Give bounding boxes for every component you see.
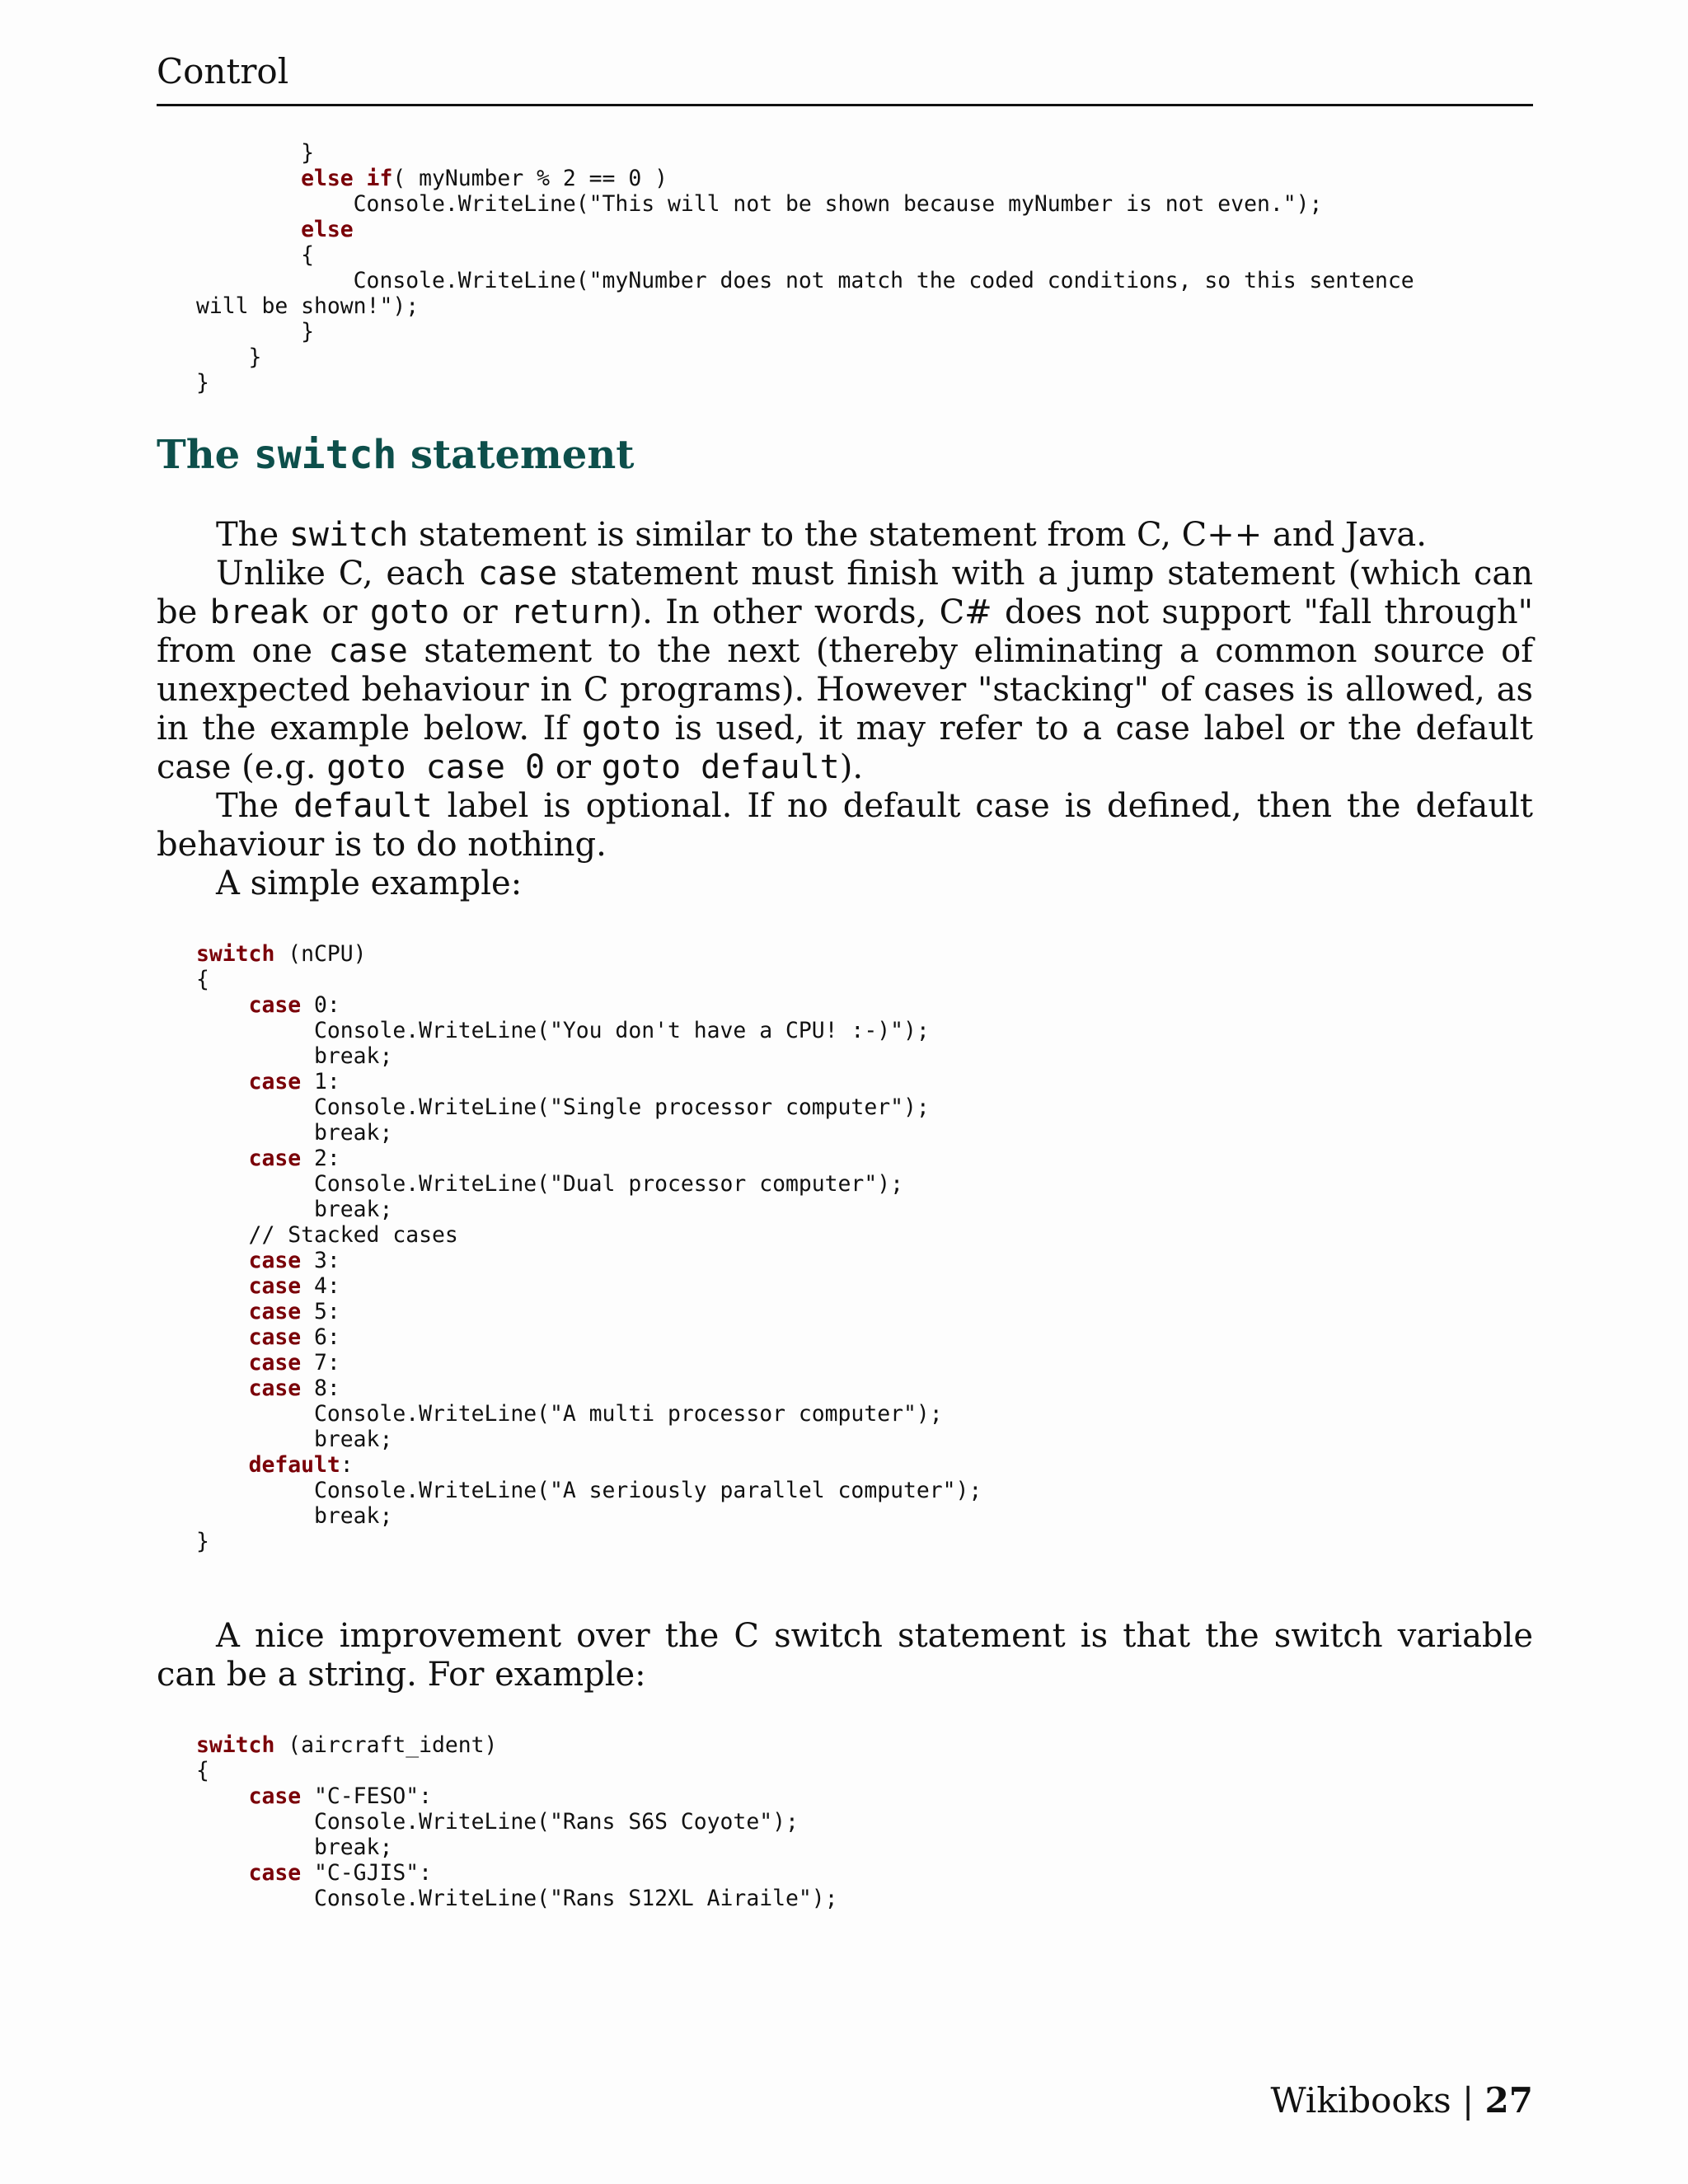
inline-code: break xyxy=(209,593,310,631)
code-keyword: case xyxy=(248,1860,302,1886)
code-line: Console.WriteLine("Single processor computer"); xyxy=(196,1094,930,1120)
page-content xyxy=(157,140,1533,1911)
code-line: break; xyxy=(196,1043,393,1069)
code-line: switch (nCPU) xyxy=(196,941,367,967)
code-keyword: default xyxy=(248,1452,340,1478)
text-run: or xyxy=(545,748,602,786)
section-heading xyxy=(157,430,1533,480)
code-line: else xyxy=(196,217,354,242)
code-line: { xyxy=(196,242,314,268)
code-keyword: case xyxy=(248,1350,302,1376)
code-line: break; xyxy=(196,1503,393,1529)
paragraph-fallthrough xyxy=(157,555,1533,787)
text-run: label is optional. If no default case is defined, then the default behaviour is to do nothing. xyxy=(157,787,1534,864)
code-line: break; xyxy=(196,1427,393,1452)
running-title: Control xyxy=(157,51,289,91)
heading-suffix: statement xyxy=(396,432,635,478)
heading-code: switch xyxy=(253,432,397,478)
code-line: case 6: xyxy=(248,1324,340,1350)
code-line: case 2: xyxy=(248,1146,340,1171)
text-run: statement is similar to the statement from C, C++ and Java. xyxy=(408,516,1427,554)
code-line: Console.WriteLine("This will not be shown because myNumber is not even."); xyxy=(196,191,1323,217)
text-run: The xyxy=(216,516,289,554)
inline-code: goto case 0 xyxy=(326,748,546,786)
code-line: case "C-GJIS": xyxy=(248,1860,433,1886)
code-keyword: case xyxy=(248,1069,302,1094)
heading-prefix: The xyxy=(157,432,254,478)
text-run: The xyxy=(216,787,294,825)
code-line: Console.WriteLine("A multi processor computer"); xyxy=(196,1401,943,1427)
code-keyword: case xyxy=(248,1146,302,1171)
code-line: break; xyxy=(196,1120,393,1146)
code-line: else if( myNumber % 2 == 0 ) xyxy=(196,166,668,191)
text-run: is used, it may refer to a case label or the default case (e.g. xyxy=(157,710,1534,786)
footer-separator: | xyxy=(1451,2080,1485,2121)
code-keyword: case xyxy=(248,1783,302,1809)
code-line: case 1: xyxy=(248,1069,340,1094)
text-run: or xyxy=(309,593,370,631)
inline-code: goto xyxy=(369,593,450,631)
code-line: } xyxy=(196,1529,209,1554)
inline-code: goto default xyxy=(601,748,840,786)
code-line: // Stacked cases xyxy=(196,1222,458,1248)
paragraph-default xyxy=(157,787,1533,865)
code-line: Console.WriteLine("myNumber does not match the coded conditions, so this sentence xyxy=(196,268,1414,293)
code-keyword: switch xyxy=(196,941,275,967)
code-keyword: case xyxy=(248,1248,302,1273)
text-run: ). xyxy=(839,748,864,786)
code-line: Console.WriteLine("Dual processor computer"); xyxy=(196,1171,903,1197)
code-line: } xyxy=(196,370,209,396)
page-footer xyxy=(1270,2080,1533,2121)
code-line: { xyxy=(196,1758,209,1783)
code-line: } xyxy=(196,344,262,370)
code-line: case 5: xyxy=(248,1299,340,1324)
code-block-if-else xyxy=(157,140,1533,396)
code-line: Console.WriteLine("Rans S12XL Airaile"); xyxy=(196,1886,838,1911)
code-keyword: case xyxy=(248,992,302,1018)
page-number: 27 xyxy=(1484,2080,1533,2121)
footer-publisher: Wikibooks xyxy=(1270,2080,1451,2121)
code-keyword: case xyxy=(248,1324,302,1350)
code-block-switch-ncpu xyxy=(157,941,1533,1554)
inline-code: return xyxy=(509,593,630,631)
code-line: case 0: xyxy=(248,992,340,1018)
paragraph-simple-example: A simple example: xyxy=(216,865,523,902)
text-run: Unlike C, each xyxy=(216,555,478,593)
code-keyword: else if xyxy=(196,166,393,191)
code-line: Console.WriteLine("You don't have a CPU! :-)"); xyxy=(196,1018,930,1043)
inline-code: case xyxy=(328,632,408,670)
code-line: default: xyxy=(248,1452,354,1478)
code-line: Console.WriteLine("Rans S6S Coyote"); xyxy=(196,1809,799,1835)
paragraph-intro xyxy=(157,516,1533,555)
code-line: break; xyxy=(196,1197,393,1222)
code-line: Console.WriteLine("A seriously parallel computer"); xyxy=(196,1478,982,1503)
code-keyword: switch xyxy=(196,1732,275,1758)
code-line: will be shown!"); xyxy=(196,293,420,319)
code-block-switch-aircraft xyxy=(157,1732,1533,1911)
text-run: statement to the next (thereby eliminating a common source of unexpected behaviour in C programs). However "stacking" of cases is allowed, as in the example below. If xyxy=(157,632,1533,748)
paragraph-string-switch: A nice improvement over the C switch statement is that the switch variable can be a string. For example: xyxy=(157,1617,1533,1694)
code-line: } xyxy=(196,319,314,344)
code-keyword: case xyxy=(248,1376,302,1401)
code-line: case 8: xyxy=(248,1376,340,1401)
code-line: case "C-FESO": xyxy=(248,1783,433,1809)
text-run: ). In other words, C# does not support "fall through" from one xyxy=(157,593,1533,670)
inline-code: default xyxy=(293,787,433,825)
inline-code: goto xyxy=(581,710,662,748)
inline-code: switch xyxy=(288,516,409,554)
code-keyword: case xyxy=(248,1273,302,1299)
code-keyword: case xyxy=(248,1299,302,1324)
inline-code: case xyxy=(477,555,558,593)
code-line: case 3: xyxy=(248,1248,340,1273)
running-header xyxy=(157,51,1533,106)
code-line: switch (aircraft_ident) xyxy=(196,1732,498,1758)
code-line: case 4: xyxy=(248,1273,340,1299)
code-line: break; xyxy=(196,1835,393,1860)
text-run: or xyxy=(449,593,510,631)
code-line: case 7: xyxy=(248,1350,340,1376)
code-line: { xyxy=(196,967,209,992)
code-line: } xyxy=(196,140,314,166)
text-run: statement must finish with a jump statement (which can be xyxy=(157,555,1533,631)
